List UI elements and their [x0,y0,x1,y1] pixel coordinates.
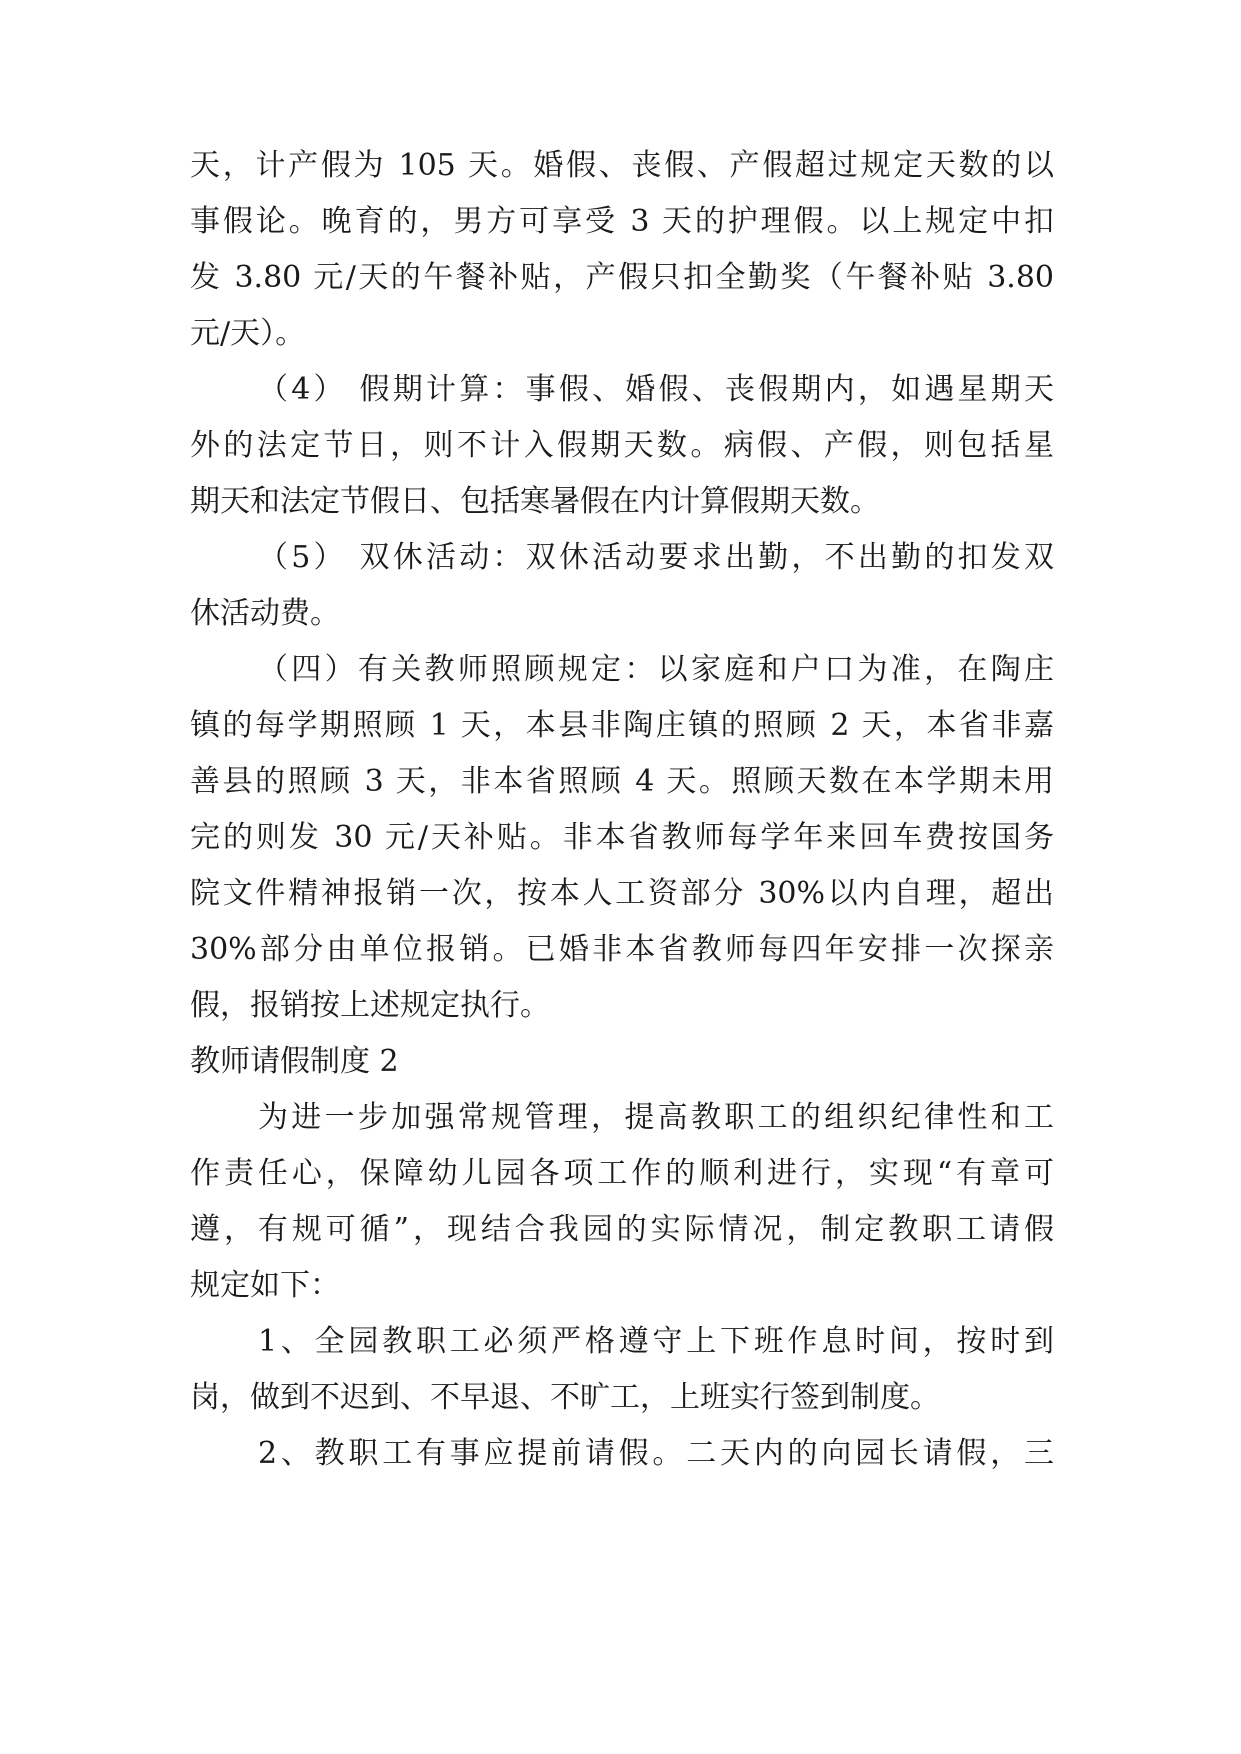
text-line: 作责任心，保障幼儿园各项工作的顺利进行，实现“有章可 [190,1156,1054,1191]
text-line: 天，计产假为 105 天。婚假、丧假、产假超过规定天数的以 [190,148,1054,183]
text-line: 期天和法定节假日、包括寒暑假在内计算假期天数。 [190,484,880,519]
text-line: 遵，有规可循”，现结合我园的实际情况，制定教职工请假 [190,1212,1054,1247]
text-line: 镇的每学期照顾 1 天，本县非陶庄镇的照顾 2 天，本省非嘉 [190,708,1054,743]
text-line: 完的则发 30 元/天补贴。非本省教师每学年来回车费按国务 [190,820,1054,855]
text-line: （4） 假期计算：事假、婚假、丧假期内，如遇星期天 [258,372,1054,407]
text-line: （四）有关教师照顾规定：以家庭和户口为准，在陶庄 [258,652,1054,687]
text-line: （5） 双休活动：双休活动要求出勤，不出勤的扣发双 [258,540,1054,575]
text-line: 规定如下： [190,1268,340,1303]
text-line: 1、全园教职工必须严格遵守上下班作息时间，按时到 [258,1324,1054,1359]
section-heading: 教师请假制度 2 [190,1044,399,1079]
text-line: 为进一步加强常规管理，提高教职工的组织纪律性和工 [258,1100,1054,1135]
text-line: 元/天）。 [190,316,306,351]
text-line: 30%部分由单位报销。已婚非本省教师每四年安排一次探亲 [190,932,1054,967]
text-line: 休活动费。 [190,596,340,631]
text-line: 院文件精神报销一次，按本人工资部分 30%以内自理，超出 [190,876,1054,911]
text-line: 善县的照顾 3 天，非本省照顾 4 天。照顾天数在本学期未用 [190,764,1054,799]
text-line: 岗，做到不迟到、不早退、不旷工，上班实行签到制度。 [190,1380,940,1415]
text-line: 外的法定节日，则不计入假期天数。病假、产假，则包括星 [190,428,1054,463]
text-line: 假，报销按上述规定执行。 [190,988,550,1023]
text-line: 2、教职工有事应提前请假。二天内的向园长请假，三 [258,1436,1054,1471]
text-line: 发 3.80 元/天的午餐补贴，产假只扣全勤奖（午餐补贴 3.80 [190,260,1054,295]
text-line: 事假论。晚育的，男方可享受 3 天的护理假。以上规定中扣 [190,204,1054,239]
